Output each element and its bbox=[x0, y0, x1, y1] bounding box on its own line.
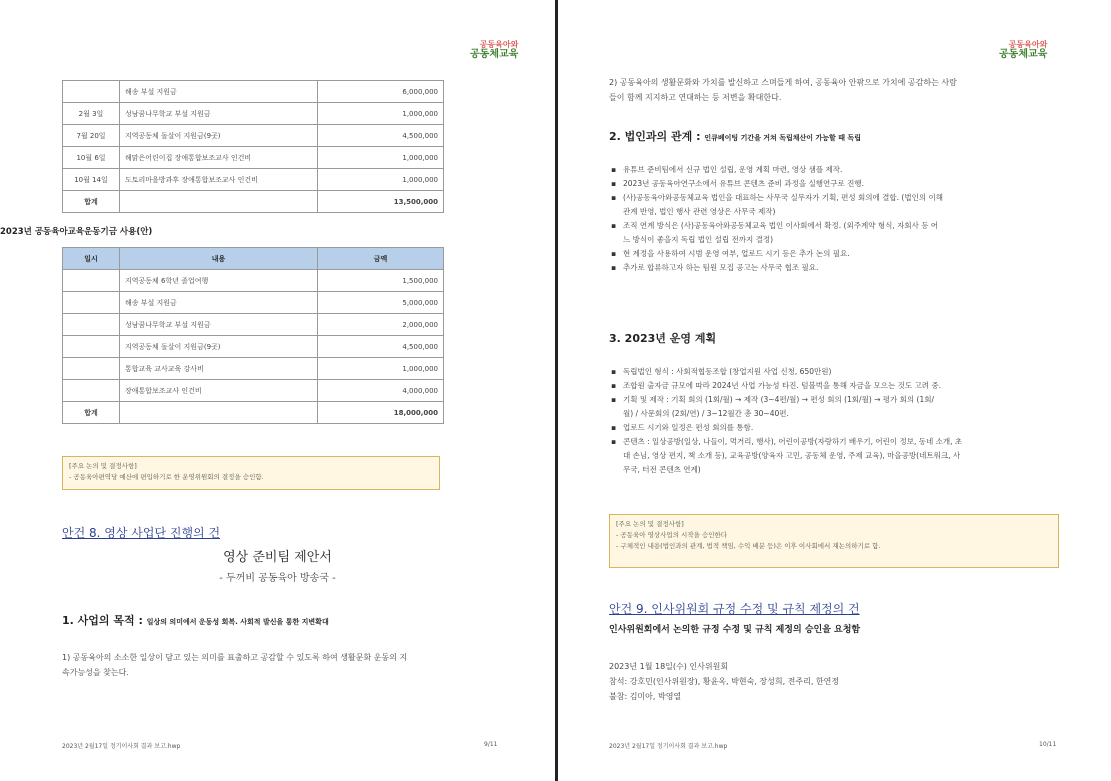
cell-desc: 도토리마을방과후 장애통합보조교사 인건비 bbox=[120, 169, 318, 191]
table-row bbox=[63, 380, 444, 402]
total-amount: 18,000,000 bbox=[318, 402, 444, 424]
logo: 공동육아와 공동체교육 bbox=[999, 40, 1048, 60]
list-item: ▪ (사)공동육아와공동체교육 법인을 대표하는 사무국 실무자가 기획, 편성 회의에 결합. (법인의 이해 bbox=[623, 191, 1103, 205]
section-1-heading bbox=[62, 612, 329, 628]
cell-desc: 장애통합보조교사 인건비 bbox=[120, 380, 318, 402]
page-9 bbox=[0, 0, 555, 781]
cell-date: 10월 14일 bbox=[63, 169, 120, 191]
cell-date bbox=[63, 336, 120, 358]
note-title: [주요 논의 및 결정사항] bbox=[616, 520, 684, 528]
list-item: ▪ 유튜브 준비팀에서 신규 법인 설립, 운영 계획 마련, 영상 샘플 제작. bbox=[623, 163, 1103, 177]
absentees: 불참: 김미아, 박영열 bbox=[609, 692, 682, 701]
col-date-header: 일시 bbox=[63, 248, 120, 270]
table-row bbox=[63, 125, 444, 147]
cell-date bbox=[63, 270, 120, 292]
cell-amount: 4,500,000 bbox=[318, 336, 444, 358]
cell-amount: 1,500,000 bbox=[318, 270, 444, 292]
cell-amount: 2,000,000 bbox=[318, 314, 444, 336]
note-line: - 공동육아편역당 예산에 편입하기로 한 운영위원회의 결정을 승인함. bbox=[69, 473, 264, 481]
list-item-continuation: 관계 반영, 법인 행사 관련 영상은 사무국 제작) bbox=[623, 207, 776, 216]
cell-desc: 해송 부설 지원금 bbox=[120, 81, 318, 103]
list-item: ▪ 추가로 합류하고자 하는 팀원 모집 공고는 사무국 협조 필요. bbox=[623, 261, 1103, 275]
table-total-row bbox=[63, 402, 444, 424]
cell-amount: 1,000,000 bbox=[318, 147, 444, 169]
fund-usage-table-2022 bbox=[62, 80, 444, 213]
cell-desc: 해맑은어린이집 장애통합보조교사 인건비 bbox=[120, 147, 318, 169]
cell-date bbox=[63, 380, 120, 402]
proposal-title: 영상 준비팀 제안서 bbox=[223, 550, 332, 565]
list-item: ▪ 조합원 출자금 규모에 따라 2024년 사업 가능성 타진. 텀블벅을 통해 자금을 모으는 것도 고려 중. bbox=[623, 379, 1103, 393]
total-empty bbox=[120, 402, 318, 424]
list-item-continuation: 느 방식이 좋을지 독립 법인 설립 전까지 결정) bbox=[623, 235, 774, 244]
cell-date: 7월 20일 bbox=[63, 125, 120, 147]
section-2-heading bbox=[609, 128, 861, 144]
section-2-title: 2. 법인과의 관계 : bbox=[609, 130, 701, 143]
cell-date: 2월 3일 bbox=[63, 103, 120, 125]
section-1-title: 1. 사업의 목적 : bbox=[62, 614, 143, 627]
cell-date bbox=[63, 358, 120, 380]
list-item: ▪ 기획 및 제작 : 기획 회의 (1회/월) → 제작 (3~4편/월) → 편성 회의 (1회/월) → 평가 회의 (1회/ bbox=[623, 393, 1103, 407]
agenda-9-subtitle: 인사위원회에서 논의한 규정 수정 및 규칙 제정의 승인을 요청함 bbox=[609, 625, 861, 635]
col-amount-header: 금액 bbox=[318, 248, 444, 270]
cell-date bbox=[63, 314, 120, 336]
cell-amount: 6,000,000 bbox=[318, 81, 444, 103]
cell-desc: 통합교육 교사교육 강사비 bbox=[120, 358, 318, 380]
table2-title: 2023년 공동육아교육운동기금 사용(안) bbox=[0, 227, 153, 237]
table-row bbox=[63, 103, 444, 125]
total-label: 합계 bbox=[63, 402, 120, 424]
total-label: 합계 bbox=[63, 191, 120, 213]
cell-amount: 4,500,000 bbox=[318, 125, 444, 147]
table-row bbox=[63, 147, 444, 169]
cell-amount: 4,000,000 bbox=[318, 380, 444, 402]
list-item: ▪ 현 계정을 사용하여 시범 운영 여부, 업로드 시기 등은 추가 논의 필요. bbox=[623, 247, 1103, 261]
decision-note bbox=[609, 514, 1059, 568]
attendees: 참석: 강호민(인사위원장), 황윤옥, 박현숙, 장성희, 전주리, 한연정 bbox=[609, 677, 840, 686]
list-item-continuation: 무국, 터전 콘텐츠 연계) bbox=[623, 465, 701, 474]
col-desc-header: 내용 bbox=[120, 248, 318, 270]
proposal-subtitle: - 두꺼비 공동육아 방송국 - bbox=[219, 573, 336, 584]
note-line: - 구체적인 내용(법인과의 관계, 법적 책임, 수익 배분 등)은 이후 이사회에서 재논의하기로 함. bbox=[616, 542, 881, 550]
cell-date bbox=[63, 292, 120, 314]
section-2-bullets bbox=[609, 163, 1103, 275]
list-item-continuation: 월) / 사문회의 (2회/연) / 3~12월간 총 30~40편. bbox=[623, 409, 789, 418]
agenda-8-title: 안건 8. 영상 사업단 진행의 건 bbox=[62, 526, 221, 540]
total-amount: 13,500,000 bbox=[318, 191, 444, 213]
section-3-heading: 3. 2023년 운영 계획 bbox=[609, 332, 717, 345]
list-item: ▪ 업로드 시기와 일정은 편성 회의를 통함. bbox=[623, 421, 1103, 435]
meeting-date: 2023년 1월 18일(수) 인사위원회 bbox=[609, 662, 729, 671]
cell-amount: 1,000,000 bbox=[318, 103, 444, 125]
table-row bbox=[63, 358, 444, 380]
cell-desc: 지역공동체 돌살이 지원금(9곳) bbox=[120, 336, 318, 358]
list-item: ▪ 조직 연계 방식은 (사)공동육아와공동체교육 법인 이사회에서 확정. (외주계약 형식, 자회사 등 어 bbox=[623, 219, 1103, 233]
paragraph-2: 2) 공동육아의 생활문화와 가치를 발신하고 스며들게 하여, 공동육아 안팎으로 가치에 공감하는 사람 들이 함께 지지하고 연대하는 등 저변을 확대한다. bbox=[609, 78, 957, 102]
cell-desc: 성남꿈나무학교 부설 지원금 bbox=[120, 103, 318, 125]
list-item: ▪ 독립법인 형식 : 사회적협동조합 (창업지원 사업 신청, 650만원) bbox=[623, 365, 1103, 379]
table-row bbox=[63, 81, 444, 103]
meeting-info bbox=[609, 659, 1089, 704]
section-1-subtitle: 일상의 의미에서 운동성 회복. 사회적 발신을 통한 지변확대 bbox=[146, 618, 329, 626]
note-title: [주요 논의 및 결정사항] bbox=[69, 462, 137, 470]
list-item-continuation: 대 손님, 영상 편지, 책 소개 등), 교육공방(양육자 고민, 공동체 운영, 주제 교육), 마을공방(네트워크, 사 bbox=[623, 451, 961, 460]
table-row bbox=[63, 314, 444, 336]
cell-amount: 5,000,000 bbox=[318, 292, 444, 314]
table-row bbox=[63, 270, 444, 292]
footer-page-number: 9/11 bbox=[484, 741, 498, 748]
table-row bbox=[63, 292, 444, 314]
cell-desc: 해송 부설 지원금 bbox=[120, 292, 318, 314]
cell-desc: 성남꿈나무학교 부설 지원금 bbox=[120, 314, 318, 336]
paragraph-1: 1) 공동육아의 소소한 일상이 담고 있는 의미를 표출하고 공감할 수 있도록 하여 생활문화 운동의 지 속가능성을 찾는다. bbox=[62, 653, 408, 677]
cell-amount: 1,000,000 bbox=[318, 169, 444, 191]
list-item: ▪ 2023년 공동육아연구소에서 유튜브 콘텐츠 준비 과정을 실행연구로 진행. bbox=[623, 177, 1103, 191]
table-row bbox=[63, 336, 444, 358]
decision-note bbox=[62, 456, 440, 490]
footer-filename: 2023년 2월17일 정기이사회 결과 보고.hwp bbox=[62, 743, 181, 750]
table-total-row bbox=[63, 191, 444, 213]
agenda-9-title: 안건 9. 인사위원회 규정 수정 및 규칙 제정의 건 bbox=[609, 602, 860, 616]
cell-date: 10월 6일 bbox=[63, 147, 120, 169]
table-row bbox=[63, 169, 444, 191]
cell-desc: 지역공동체 돌살이 지원금(9곳) bbox=[120, 125, 318, 147]
fund-usage-table-2023 bbox=[62, 247, 444, 424]
footer-filename: 2023년 2월17일 정기이사회 결과 보고.hwp bbox=[609, 743, 728, 750]
total-empty bbox=[120, 191, 318, 213]
cell-date bbox=[63, 81, 120, 103]
section-2-subtitle: 인큐베이팅 기간을 거쳐 독립채산이 가능할 때 독립 bbox=[704, 134, 861, 142]
cell-amount: 1,000,000 bbox=[318, 358, 444, 380]
note-line: - 공동육아 영상사업의 시작을 승인한다 bbox=[616, 531, 728, 539]
list-item: ▪ 콘텐츠 : 일상공방(일상, 나들이, 먹거리, 행사), 어린이공방(자랑하기 배우기, 어린이 정보, 동네 소개, 초 bbox=[623, 435, 1103, 449]
page-10 bbox=[559, 0, 1111, 781]
section-3-bullets bbox=[609, 365, 1103, 477]
footer-page-number: 10/11 bbox=[1039, 741, 1057, 748]
cell-desc: 지역공동체 6학년 졸업여행 bbox=[120, 270, 318, 292]
logo: 공동육아와 공동체교육 bbox=[470, 40, 519, 60]
page-divider bbox=[555, 0, 558, 781]
